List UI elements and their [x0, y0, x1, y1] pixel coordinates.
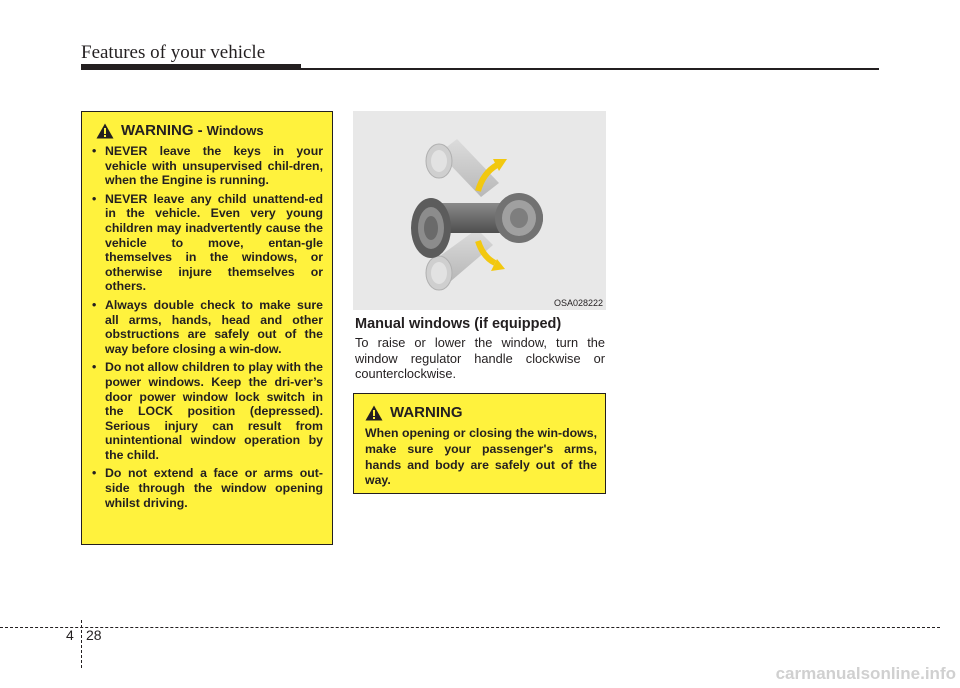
warning-item: • Always double check to make sure all arms, hands, head and other obstructions are safely out of the way before closing a win-dow.	[90, 298, 323, 356]
page-number: 28	[86, 627, 102, 643]
footer-divider	[81, 620, 82, 668]
page-header-title: Features of your vehicle	[81, 42, 266, 63]
warning-item: • NEVER leave any child unattend-ed in the vehicle. Even very young children may inadvertently cause the vehicle to move, entan-gle themselves in the windows, or otherwise injure themselves or others.	[90, 192, 323, 294]
figure-code: OSA028222	[553, 298, 603, 308]
warning-triangle-icon	[365, 405, 383, 421]
warning-title: WARNING	[390, 404, 463, 421]
warning-item: • Do not extend a face or arms out-side through the window opening whilst driving.	[90, 466, 323, 510]
header-rule-thin	[301, 68, 879, 70]
warning-box-manual	[353, 393, 606, 494]
warning-item: • Do not allow children to play with the power windows. Keep the dri-ver’s door power window lock switch in the LOCK position (depressed). Serious injury can result from unintentional window operation by the child.	[90, 360, 323, 462]
window-handle-figure	[353, 111, 606, 310]
warning-list	[90, 144, 323, 510]
chapter-number: 4	[66, 627, 74, 643]
header-rule-thick	[81, 64, 301, 70]
warning-title: WARNING -	[121, 122, 203, 139]
warning-subtitle: Windows	[206, 123, 264, 138]
warning-heading	[365, 404, 597, 421]
warning-heading	[96, 122, 323, 139]
watermark: carmanualsonline.info	[775, 664, 956, 683]
warning-box-windows	[81, 111, 333, 545]
warning-triangle-icon	[96, 123, 114, 139]
window-handle-illustration	[353, 111, 606, 310]
section-body: To raise or lower the window, turn the window regulator handle clockwise or counterclockwise.	[355, 335, 605, 382]
section-heading: Manual windows (if equipped)	[355, 316, 562, 332]
footer-rule	[0, 627, 940, 628]
warning-item: • NEVER leave the keys in your vehicle with unsupervised chil-dren, when the Engine is running.	[90, 144, 323, 188]
warning-body: When opening or closing the win-dows, make sure your passenger's arms, hands and body are safely out of the way.	[365, 426, 597, 488]
